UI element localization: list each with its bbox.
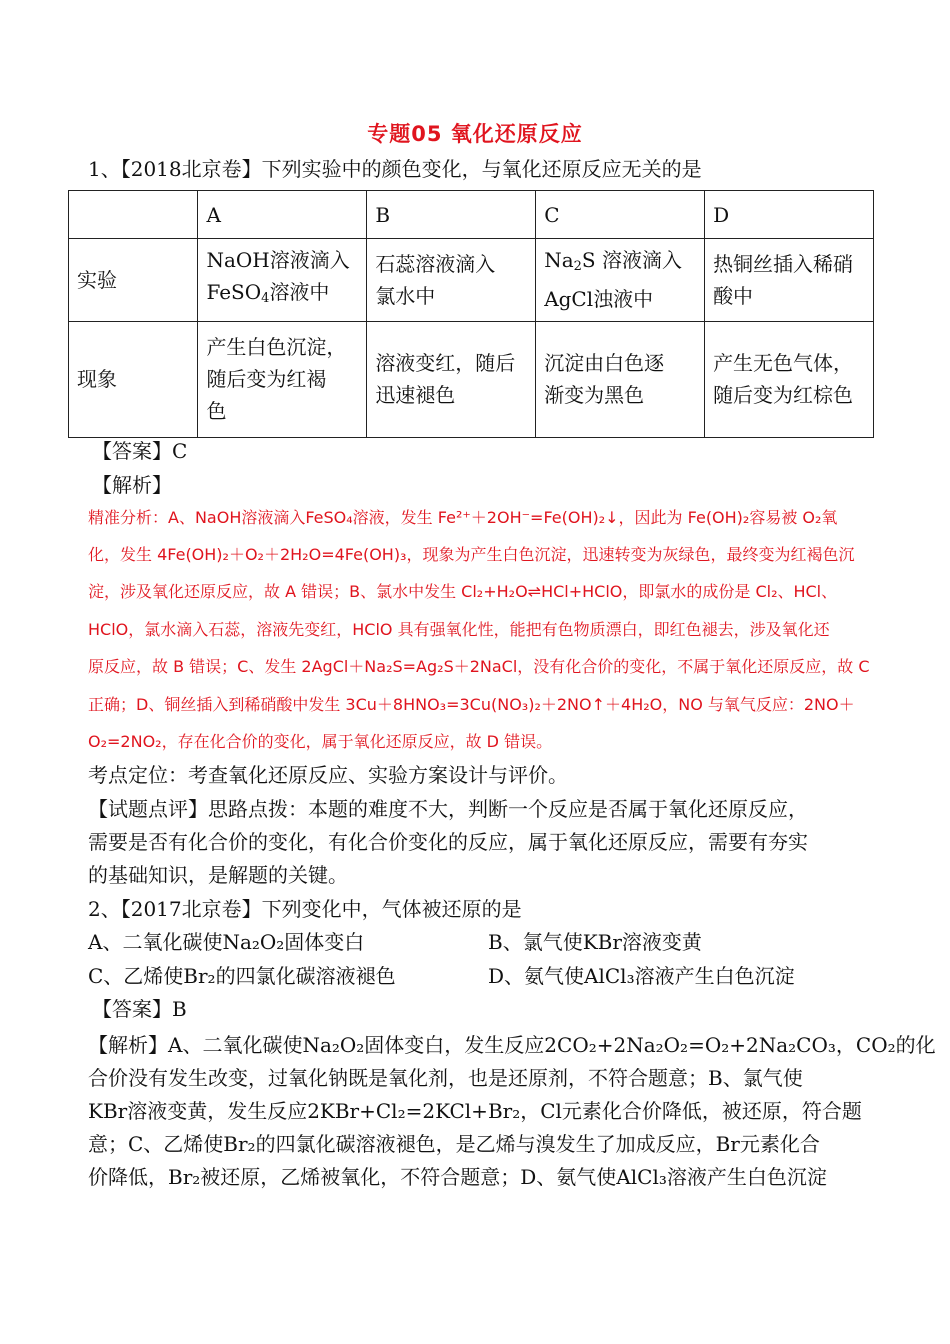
q2-analysis-line: 意；C、乙烯使Br₂的四氯化碳溶液褪色，是乙烯与溴发生了加成反应，Br元素化合 [88, 1132, 820, 1156]
q1-kaodian: 考点定位：考查氧化还原反应、实验方案设计与评价。 [88, 763, 568, 787]
table-row-experiment [69, 239, 874, 321]
cell-line [206, 276, 358, 315]
q1-analysis-label: 【解析】 [92, 473, 172, 497]
comment-line: 的基础知识，是解题的关键。 [88, 863, 348, 887]
table-cell [198, 239, 367, 321]
analysis-line: 化，发生 4Fe(OH)₂＋O₂＋2H₂O=4Fe(OH)₃，现象为产生白色沉淀，迅速转变为灰绿色，最终变为红褐色沉 [88, 545, 855, 564]
cell-text: Na [544, 248, 574, 273]
q2-analysis-line: 合价没有发生改变，过氧化钠既是氧化剂，也是还原剂，不符合题意；B、氯气使 [88, 1066, 803, 1090]
table-cell [367, 239, 536, 321]
cell-line: 酸中 [713, 283, 754, 308]
analysis-line: 正确；D、铜丝插入到稀硝酸中发生 3Cu＋8HNO₃=3Cu(NO₃)₂＋2NO↑＋4H₂O，NO 与氧气反应：2NO＋ [88, 695, 855, 714]
table-header-cell: A [198, 191, 367, 239]
table-cell [705, 239, 874, 321]
row-label-phenomenon: 现象 [69, 321, 198, 437]
cell-text: 溶液中 [269, 280, 330, 305]
q2-option-d: D、氨气使AlCl₃溶液产生白色沉淀 [488, 964, 795, 988]
table-cell [705, 321, 874, 437]
table-cell [536, 239, 705, 321]
table-row-phenomenon [69, 321, 874, 437]
analysis-line: 精准分析：A、NaOH溶液滴入FeSO₄溶液，发生 Fe²⁺＋2OH⁻=Fe(OH)₂↓，因此为 Fe(OH)₂容易被 O₂氧 [88, 508, 838, 527]
table-header-cell: D [705, 191, 874, 239]
cell-line: 随后变为红褐 [206, 367, 327, 392]
table-header-cell: B [367, 191, 536, 239]
cell-line: 产生无色气体， [713, 351, 854, 376]
cell-line: 迅速褪色 [375, 383, 456, 408]
row-label-experiment: 实验 [69, 239, 198, 321]
q2-option-b: B、氯气使KBr溶液变黄 [488, 930, 702, 954]
q2-option-c: C、乙烯使Br₂的四氯化碳溶液褪色 [88, 964, 396, 988]
cell-text: FeSO [206, 280, 262, 305]
cell-sub: 2 [573, 259, 582, 275]
cell-line: 溶液变红，随后 [375, 351, 516, 376]
q2-stem: 2、【2017北京卷】下列变化中，气体被还原的是 [88, 897, 522, 921]
cell-line: NaOH溶液滴入 [206, 248, 350, 273]
q2-analysis-line: 价降低，Br₂被还原，乙烯被氧化，不符合题意；D、氨气使AlCl₃溶液产生白色沉淀 [88, 1165, 827, 1189]
cell-line: 氯水中 [375, 283, 436, 308]
q1-stem: 1、【2018北京卷】下列实验中的颜色变化，与氧化还原反应无关的是 [88, 157, 702, 181]
table-header-row [69, 191, 874, 239]
q2-analysis-line: 【解析】A、二氧化碳使Na₂O₂固体变白，发生反应2CO₂+2Na₂O₂=O₂+2Na₂CO₃，CO₂的化 [88, 1033, 936, 1057]
cell-sub: 4 [261, 291, 270, 307]
table-cell [367, 321, 536, 437]
analysis-line: 淀，涉及氧化还原反应，故 A 错误；B、氯水中发生 Cl₂+H₂O⇌HCl+HClO，即氯水的成份是 Cl₂、HCl、 [88, 582, 838, 601]
table-header-cell: C [536, 191, 705, 239]
cell-line: 色 [206, 399, 227, 424]
q1-table [68, 190, 874, 438]
cell-text: S 溶液滴入 [581, 248, 682, 273]
table-cell [536, 321, 705, 437]
analysis-line: O₂=2NO₂，存在化合价的变化，属于氧化还原反应，故 D 错误。 [88, 732, 553, 751]
cell-line: 渐变为黑色 [544, 383, 645, 408]
comment-line: 【试题点评】思路点拨：本题的难度不大，判断一个反应是否属于氧化还原反应， [88, 797, 808, 821]
cell-line: 产生白色沉淀， [206, 335, 347, 360]
analysis-line: HClO，氯水滴入石蕊，溶液先变红，HClO 具有强氧化性，能把有色物质漂白，即红色褪去，涉及氧化还 [88, 620, 830, 639]
cell-line [544, 244, 696, 283]
comment-line: 需要是否有化合价的变化，有化合价变化的反应，属于氧化还原反应，需要有夯实 [88, 830, 808, 854]
q1-answer: 【答案】C [92, 439, 188, 463]
analysis-line: 原反应，故 B 错误；C、发生 2AgCl＋Na₂S=Ag₂S＋2NaCl，没有化合价的变化，不属于氧化还原反应，故 C [88, 657, 870, 676]
table-cell [198, 321, 367, 437]
q2-answer: 【答案】B [92, 997, 187, 1021]
cell-line: 随后变为红棕色 [713, 383, 854, 408]
cell-line: 石蕊溶液滴入 [375, 251, 496, 276]
table-header-cell [69, 191, 198, 239]
q2-analysis-line: KBr溶液变黄，发生反应2KBr+Cl₂=2KCl+Br₂，Cl元素化合价降低，被还原，符合题 [88, 1099, 862, 1123]
page-title: 专题05 氧化还原反应 [367, 122, 583, 146]
cell-line: 沉淀由白色逐 [544, 351, 665, 376]
cell-line: AgCl浊液中 [544, 287, 654, 312]
q2-option-a: A、二氧化碳使Na₂O₂固体变白 [88, 930, 365, 954]
cell-line: 热铜丝插入稀硝 [713, 251, 854, 276]
